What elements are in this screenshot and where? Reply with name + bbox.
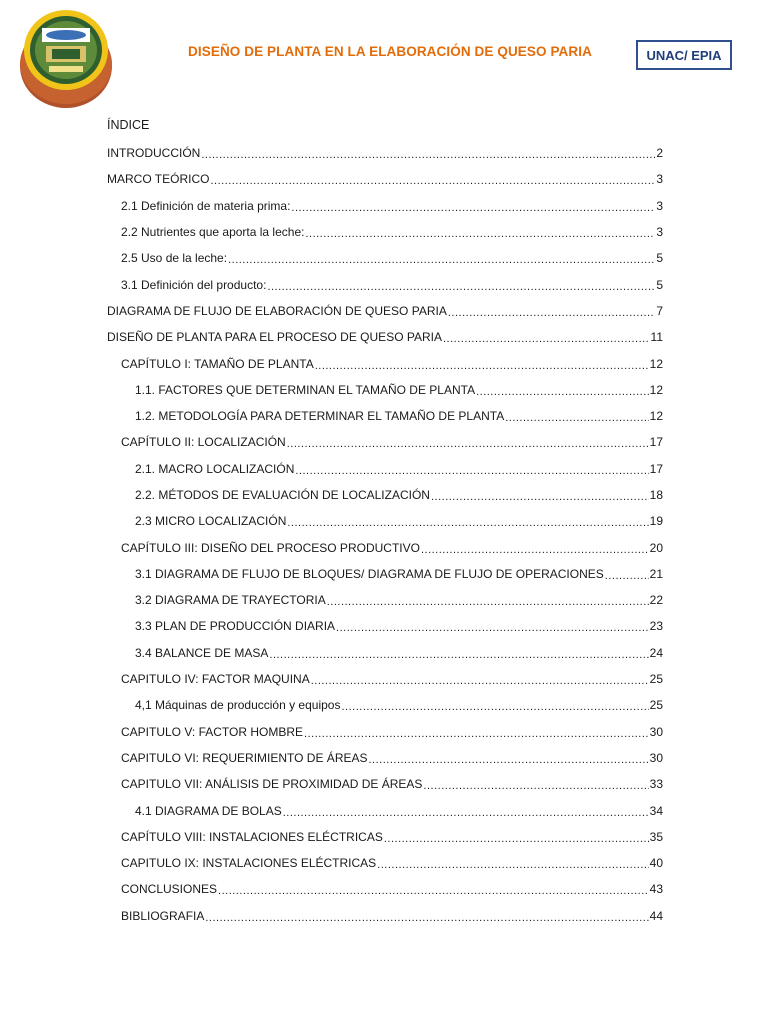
toc-entry-page: 12 bbox=[649, 409, 663, 424]
toc-entry[interactable] bbox=[107, 298, 663, 324]
dot-leader bbox=[205, 910, 648, 924]
toc-entry[interactable] bbox=[107, 350, 663, 376]
toc-entry-title: 2.3 MICRO LOCALIZACIÓN bbox=[135, 514, 287, 529]
toc-entry-page: 34 bbox=[649, 803, 663, 818]
toc-entry[interactable] bbox=[107, 824, 663, 850]
dot-leader bbox=[210, 173, 655, 187]
dot-leader bbox=[218, 883, 649, 897]
toc-entry[interactable] bbox=[107, 666, 663, 692]
dot-leader bbox=[421, 542, 649, 556]
toc-entry-page: 30 bbox=[649, 750, 663, 765]
toc-entry-page: 18 bbox=[649, 488, 663, 502]
dot-leader bbox=[291, 200, 655, 214]
dot-leader bbox=[228, 252, 655, 266]
toc-entry-page: 25 bbox=[649, 672, 663, 687]
toc-entry-title: 4.1 DIAGRAMA DE BOLAS bbox=[135, 803, 282, 818]
dot-leader bbox=[341, 699, 648, 713]
dot-leader bbox=[505, 410, 648, 424]
dot-leader bbox=[336, 620, 649, 634]
toc-entry[interactable] bbox=[107, 903, 663, 929]
toc-entry[interactable] bbox=[107, 219, 663, 245]
toc-entry[interactable] bbox=[107, 587, 663, 613]
toc-entry-page: 2 bbox=[656, 146, 663, 161]
toc-entry-page: 17 bbox=[649, 461, 663, 476]
dot-leader bbox=[287, 436, 649, 450]
toc-entry-title: 4,1 Máquinas de producción y equipos bbox=[135, 698, 341, 713]
dot-leader bbox=[269, 647, 648, 661]
toc-entry-page: 3 bbox=[656, 225, 663, 240]
toc-entry-title: 2.2. MÉTODOS DE EVALUACIÓN DE LOCALIZACIÓN bbox=[135, 488, 430, 502]
dot-leader bbox=[476, 384, 649, 398]
toc-entry-page: 3 bbox=[656, 172, 663, 187]
toc-entry-page: 22 bbox=[649, 593, 663, 608]
dot-leader bbox=[605, 568, 649, 582]
toc-entry[interactable] bbox=[107, 561, 663, 587]
toc-entry[interactable] bbox=[107, 429, 663, 455]
toc-entry[interactable] bbox=[107, 745, 663, 771]
toc-entry-title: CAPÍTULO II: LOCALIZACIÓN bbox=[121, 435, 286, 450]
toc-entry[interactable] bbox=[107, 271, 663, 297]
toc-entry[interactable] bbox=[107, 692, 663, 718]
toc-entry[interactable] bbox=[107, 245, 663, 271]
dot-leader bbox=[315, 358, 649, 372]
toc-entry[interactable] bbox=[107, 377, 663, 403]
toc-entry[interactable] bbox=[107, 613, 663, 639]
toc-entry-page: 12 bbox=[649, 356, 663, 371]
toc-entry-page: 21 bbox=[649, 566, 663, 581]
dot-leader bbox=[283, 805, 649, 819]
toc-entry-title: 1.2. METODOLOGÍA PARA DETERMINAR EL TAMAÑO DE PLANTA bbox=[135, 409, 505, 424]
university-seal-logo bbox=[16, 6, 116, 112]
toc-entry[interactable] bbox=[107, 140, 663, 166]
dot-leader bbox=[431, 489, 649, 503]
toc-entry[interactable] bbox=[107, 876, 663, 902]
toc-entry[interactable] bbox=[107, 324, 663, 350]
toc-entry-title: CAPITULO V: FACTOR HOMBRE bbox=[121, 724, 304, 739]
toc-entry[interactable] bbox=[107, 797, 663, 823]
toc-entry-page: 44 bbox=[649, 908, 663, 923]
dot-leader bbox=[448, 305, 655, 319]
toc-entry-page: 11 bbox=[650, 330, 663, 345]
toc-entry-page: 5 bbox=[656, 277, 663, 292]
dot-leader bbox=[423, 778, 648, 792]
toc-entry-title: 3.1 Definición del producto: bbox=[121, 277, 267, 292]
toc-entry-page: 35 bbox=[649, 829, 663, 844]
toc-entry-page: 19 bbox=[649, 514, 663, 529]
toc-entry-page: 20 bbox=[649, 540, 663, 555]
toc-entry-page: 5 bbox=[656, 251, 663, 266]
table-of-contents bbox=[107, 140, 663, 929]
toc-entry[interactable] bbox=[107, 850, 663, 876]
toc-entry-page: 43 bbox=[649, 882, 663, 897]
dot-leader bbox=[305, 226, 655, 240]
toc-entry-title: 2.2 Nutrientes que aporta la leche: bbox=[121, 225, 305, 240]
toc-entry[interactable] bbox=[107, 166, 663, 192]
toc-entry-title: BIBLIOGRAFIA bbox=[121, 908, 205, 923]
toc-heading: ÍNDICE bbox=[107, 118, 150, 132]
dot-leader bbox=[267, 279, 655, 293]
toc-entry[interactable] bbox=[107, 482, 663, 508]
toc-entry-page: 3 bbox=[656, 198, 663, 213]
dot-leader bbox=[311, 673, 649, 687]
toc-entry[interactable] bbox=[107, 193, 663, 219]
toc-entry-title: 3.3 PLAN DE PRODUCCIÓN DIARIA bbox=[135, 619, 336, 634]
toc-entry-title: CAPITULO IV: FACTOR MAQUINA bbox=[121, 672, 310, 687]
toc-entry-title: 3.1 DIAGRAMA DE FLUJO DE BLOQUES/ DIAGRAMA DE FLUJO DE OPERACIONES bbox=[135, 566, 604, 581]
toc-entry-page: 24 bbox=[649, 645, 663, 660]
toc-entry-title: 2.1. MACRO LOCALIZACIÓN bbox=[135, 461, 295, 476]
toc-entry[interactable] bbox=[107, 640, 663, 666]
dot-leader bbox=[377, 857, 648, 871]
toc-entry-page: 30 bbox=[649, 724, 663, 739]
toc-entry-page: 23 bbox=[649, 619, 663, 634]
toc-entry-page: 7 bbox=[656, 303, 663, 318]
toc-entry[interactable] bbox=[107, 719, 663, 745]
toc-entry[interactable] bbox=[107, 534, 663, 560]
toc-entry-title: INTRODUCCIÓN bbox=[107, 146, 201, 161]
toc-entry-page: 17 bbox=[649, 435, 663, 450]
toc-entry-page: 33 bbox=[649, 777, 663, 792]
toc-entry-title: CAPÍTULO VIII: INSTALACIONES ELÉCTRICAS bbox=[121, 829, 383, 844]
toc-entry[interactable] bbox=[107, 456, 663, 482]
toc-entry-title: CAPITULO VII: ANÁLISIS DE PROXIMIDAD DE ÁREAS bbox=[121, 777, 423, 792]
toc-entry-title: 3.4 BALANCE DE MASA bbox=[135, 645, 269, 660]
toc-entry-title: 1.1. FACTORES QUE DETERMINAN EL TAMAÑO DE PLANTA bbox=[135, 382, 476, 397]
toc-entry-title: 3.2 DIAGRAMA DE TRAYECTORIA bbox=[135, 593, 326, 608]
toc-entry-title: 2.5 Uso de la leche: bbox=[121, 251, 228, 266]
toc-entry-title: DIAGRAMA DE FLUJO DE ELABORACIÓN DE QUESO PARIA bbox=[107, 303, 447, 318]
dot-leader bbox=[369, 752, 649, 766]
toc-entry[interactable] bbox=[107, 508, 663, 534]
dot-leader bbox=[443, 331, 650, 345]
toc-entry-page: 25 bbox=[649, 698, 663, 713]
dot-leader bbox=[304, 726, 649, 740]
toc-entry-title: CAPITULO IX: INSTALACIONES ELÉCTRICAS bbox=[121, 856, 377, 871]
toc-entry[interactable] bbox=[107, 403, 663, 429]
dot-leader bbox=[287, 515, 648, 529]
document-title: DISEÑO DE PLANTA EN LA ELABORACIÓN DE QUESO PARIA bbox=[188, 44, 592, 59]
toc-entry[interactable] bbox=[107, 771, 663, 797]
toc-entry-title: MARCO TEÓRICO bbox=[107, 172, 210, 187]
toc-entry-title: CAPÍTULO I: TAMAÑO DE PLANTA bbox=[121, 356, 314, 371]
dot-leader bbox=[295, 463, 648, 477]
toc-entry-title: CAPITULO VI: REQUERIMIENTO DE ÁREAS bbox=[121, 750, 368, 765]
toc-entry-title: DISEÑO DE PLANTA PARA EL PROCESO DE QUESO PARIA bbox=[107, 330, 442, 345]
toc-entry-page: 12 bbox=[649, 382, 663, 397]
dot-leader bbox=[201, 147, 655, 161]
toc-entry-title: CAPÍTULO III: DISEÑO DEL PROCESO PRODUCTIVO bbox=[121, 540, 420, 555]
toc-entry-title: CONCLUSIONES bbox=[121, 882, 218, 897]
dot-leader bbox=[384, 831, 649, 845]
institution-badge: UNAC/ EPIA bbox=[636, 40, 732, 70]
toc-entry-title: 2.1 Definición de materia prima: bbox=[121, 198, 291, 213]
dot-leader bbox=[327, 594, 649, 608]
toc-entry-page: 40 bbox=[649, 856, 663, 871]
